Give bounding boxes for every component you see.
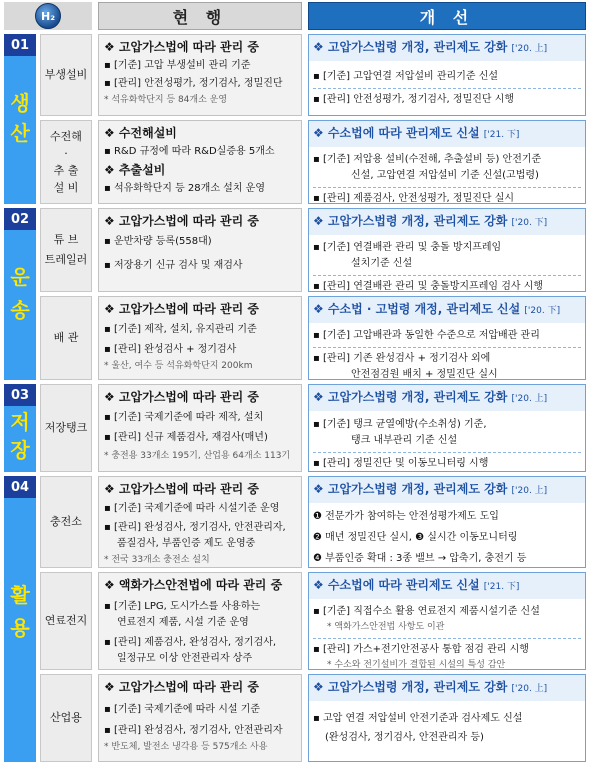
section-label: 송 [10,298,30,322]
section-number: 01 [4,34,36,56]
improved-item: ▪ [기준] 고압배관과 동일한 수준으로 저압배관 관리 [313,330,540,341]
table-header [0,2,600,30]
improved-cell [308,384,586,472]
improved-item-cont: (완성검사, 정기검사, 안전관리자 등) [325,732,484,743]
current-heading: ❖ 고압가스법에 따라 관리 중 [104,390,259,404]
improved-heading: ❖ 수소법에 따라 관리제도 신설 ['21. 下] [309,573,585,599]
improved-cell [308,208,586,292]
improved-item: ▪ [기준] 탱크 균열예방(수소취성) 기준, [313,419,487,430]
current-header: 현 행 [98,2,302,30]
section-production [4,34,36,204]
divider [313,638,581,639]
improved-heading: ❖ 고압가스법령 개정, 관리제도 강화 ['20. 上] [309,385,585,411]
divider [313,452,581,453]
divider [313,347,581,348]
improved-heading: ❖ 고압가스법령 개정, 관리제도 강화 ['20. 下] [309,209,585,235]
current-cell [98,34,302,116]
section-label: 저 [10,410,30,434]
current-heading: ❖ 수전해설비 [104,126,177,140]
improved-item: ▪ [관리] 정밀진단 및 이동모니터링 시행 [313,458,489,469]
current-cell [98,384,302,472]
row-label-electrolysis: 수전해 · 추 출 설 비 [40,120,92,204]
improved-heading: ❖ 고압가스법령 개정, 관리제도 강화 ['20. 上] [309,477,585,503]
section-transport [4,208,36,380]
current-cell [98,572,302,670]
current-heading: ❖ 고압가스법에 따라 관리 중 [104,680,259,694]
current-item-cont: 일정규모 이상 안전관리자 상주 [117,653,253,664]
current-item: ▪ [기준] LPG, 도시가스를 사용하는 [104,601,261,612]
current-cell [98,674,302,762]
section-label: 활 [10,583,30,607]
improved-heading: ❖ 수소법에 따라 관리제도 신설 ['21. 下] [309,121,585,147]
improved-item: ▪ [관리] 연결배관 관리 및 충돌방지프레임 검사 시행 [313,281,544,292]
current-item: ▪ [기준] 국제기준에 따라 시설기준 운영 [104,503,280,514]
current-item: ▪ [관리] 신규 제품검사, 재검사(매년) [104,432,268,443]
current-note: * 반도체, 발전소 냉각용 등 575개소 사용 [104,742,268,752]
section-utilization [4,476,36,762]
divider [313,275,581,276]
row-label-industrial: 산업용 [40,674,92,762]
logo-cell [4,2,92,30]
current-cell [98,476,302,568]
improved-item: ▪ [관리] 제품검사, 안전성평가, 정밀진단 실시 [313,193,515,204]
improved-item-cont: 탱크 내부관리 기준 신설 [351,435,458,446]
current-note: * 울산, 여수 등 석유화학단지 200km [104,361,253,371]
improved-cell [308,572,586,670]
improved-item: ▪ [관리] 가스+전기안전공사 통합 점검 관리 시행 [313,644,529,655]
row-label-byproduct: 부생설비 [40,34,92,116]
current-item: ▪ [기준] 국제기준에 따라 시설 기준 [104,704,261,715]
improved-cell [308,34,586,116]
section-label: 장 [10,438,30,462]
improved-item: ▪ [기준] 저압용 설비(수전해, 추출설비 등) 안전기준 [313,154,542,165]
row-label-storage-tank: 저장탱크 [40,384,92,472]
section-number: 02 [4,208,36,230]
improved-numbered-item: ❶ 전문가가 참여하는 안전성평가제도 도입 [313,511,499,522]
improved-heading: ❖ 고압가스법령 개정, 관리제도 강화 ['20. 上] [309,675,585,701]
improved-cell [308,296,586,380]
current-item: ▪ 석유화학단지 등 28개소 설치 운영 [104,183,265,194]
improved-cell [308,674,586,762]
row-label-charging-station: 충전소 [40,476,92,568]
current-heading: ❖ 고압가스법에 따라 관리 중 [104,40,259,54]
current-item-cont: 연료전지 제품, 시설 기준 운영 [117,617,249,628]
improved-note: * 액화가스안전법 사항도 이관 [327,622,445,632]
current-heading: ❖ 고압가스법에 따라 관리 중 [104,214,259,228]
section-number: 03 [4,384,36,406]
improved-item: ▪ [기준] 연결배관 관리 및 충돌 방지프레임 [313,242,502,253]
row-label-pipeline: 배 관 [40,296,92,380]
row-label-tube-trailer: 튜 브 트레일러 [40,208,92,292]
current-item: ▪ [관리] 안전성평가, 정기검사, 정밀진단 [104,78,283,89]
improved-item: ▪ [기준] 직접수소 활용 연료전지 제품시설기준 신설 [313,606,540,617]
improved-item: ▪ 고압 연결 저압설비 안전기준과 검사제도 신설 [313,713,523,724]
divider [313,187,581,188]
current-item: ▪ [관리] 완성검사, 정기검사, 안전관리자, [104,522,286,533]
section-label: 용 [10,616,30,640]
current-cell [98,208,302,292]
improved-item-cont: 신설, 고압연결 저압설비 기준 신설(고법령) [351,170,539,181]
current-heading: ❖ 고압가스법에 따라 관리 중 [104,482,259,496]
improved-note: * 수소와 전기설비가 결합된 시설의 특성 감안 [327,660,506,670]
improved-numbered-item: ❹ 부품인증 확대 : 3종 밸브 → 압축기, 충전기 등 [313,553,527,564]
row-label-fuel-cell: 연료전지 [40,572,92,670]
current-cell [98,296,302,380]
section-label: 산 [10,121,30,145]
current-item: ▪ [기준] 제작, 설치, 유지관리 기준 [104,324,257,335]
current-cell [98,120,302,204]
improved-item-cont: 안전점검원 배치 + 정밀진단 실시 [351,369,498,380]
improved-item: ▪ [관리] 안전성평가, 정기검사, 정밀진단 시행 [313,94,515,105]
improved-header: 개 선 [308,2,586,30]
current-heading: ❖ 추출설비 [104,163,166,177]
current-item: ▪ [기준] 국제기준에 따라 제작, 설치 [104,412,264,423]
current-item: ▪ [관리] 완성검사 + 정기검사 [104,344,237,355]
improved-item: ▪ [관리] 기존 완성검사 + 정기검사 외에 [313,353,491,364]
current-item: ▪ R&D 규정에 따라 R&D실증용 5개소 [104,146,275,157]
improved-item: ▪ [기준] 고압연결 저압설비 관리기준 신설 [313,71,499,82]
section-storage [4,384,36,472]
current-item: ▪ [기준] 고압 부생설비 관리 기준 [104,60,251,71]
improved-item-cont: 설치기준 신설 [351,258,413,269]
section-label: 운 [10,265,30,289]
current-note: * 석유화학단지 등 84개소 운영 [104,95,228,105]
section-label: 생 [10,91,30,115]
hydrogen-logo-icon: H₂ [35,3,61,29]
current-item: ▪ 운반차량 등록(558대) [104,236,212,247]
current-item: ▪ [관리] 제품검사, 완성검사, 정기검사, [104,637,277,648]
divider [313,88,581,89]
improved-heading: ❖ 수소법 · 고법령 개정, 관리제도 신설 ['20. 下] [309,297,585,323]
section-number: 04 [4,476,36,498]
current-item: ▪ 저장용기 신규 검사 및 재검사 [104,260,243,271]
current-heading: ❖ 고압가스법에 따라 관리 중 [104,302,259,316]
current-note: * 전국 33개소 충전소 설치 [104,555,210,565]
improved-cell [308,120,586,204]
improved-cell [308,476,586,568]
improved-numbered-item: ❷ 매년 정밀진단 실시, ❸ 실시간 이동모니터링 [313,532,518,543]
current-heading: ❖ 액화가스안전법에 따라 관리 중 [104,578,283,592]
current-item: ▪ [관리] 완성검사, 정기검사, 안전관리자 [104,725,283,736]
current-item-cont: 품질검사, 부품인증 제도 운영중 [117,538,256,549]
current-note: * 충전용 33개소 195기, 산업용 64개소 113기 [104,451,291,461]
improved-heading: ❖ 고압가스법령 개정, 관리제도 강화 ['20. 上] [309,35,585,61]
